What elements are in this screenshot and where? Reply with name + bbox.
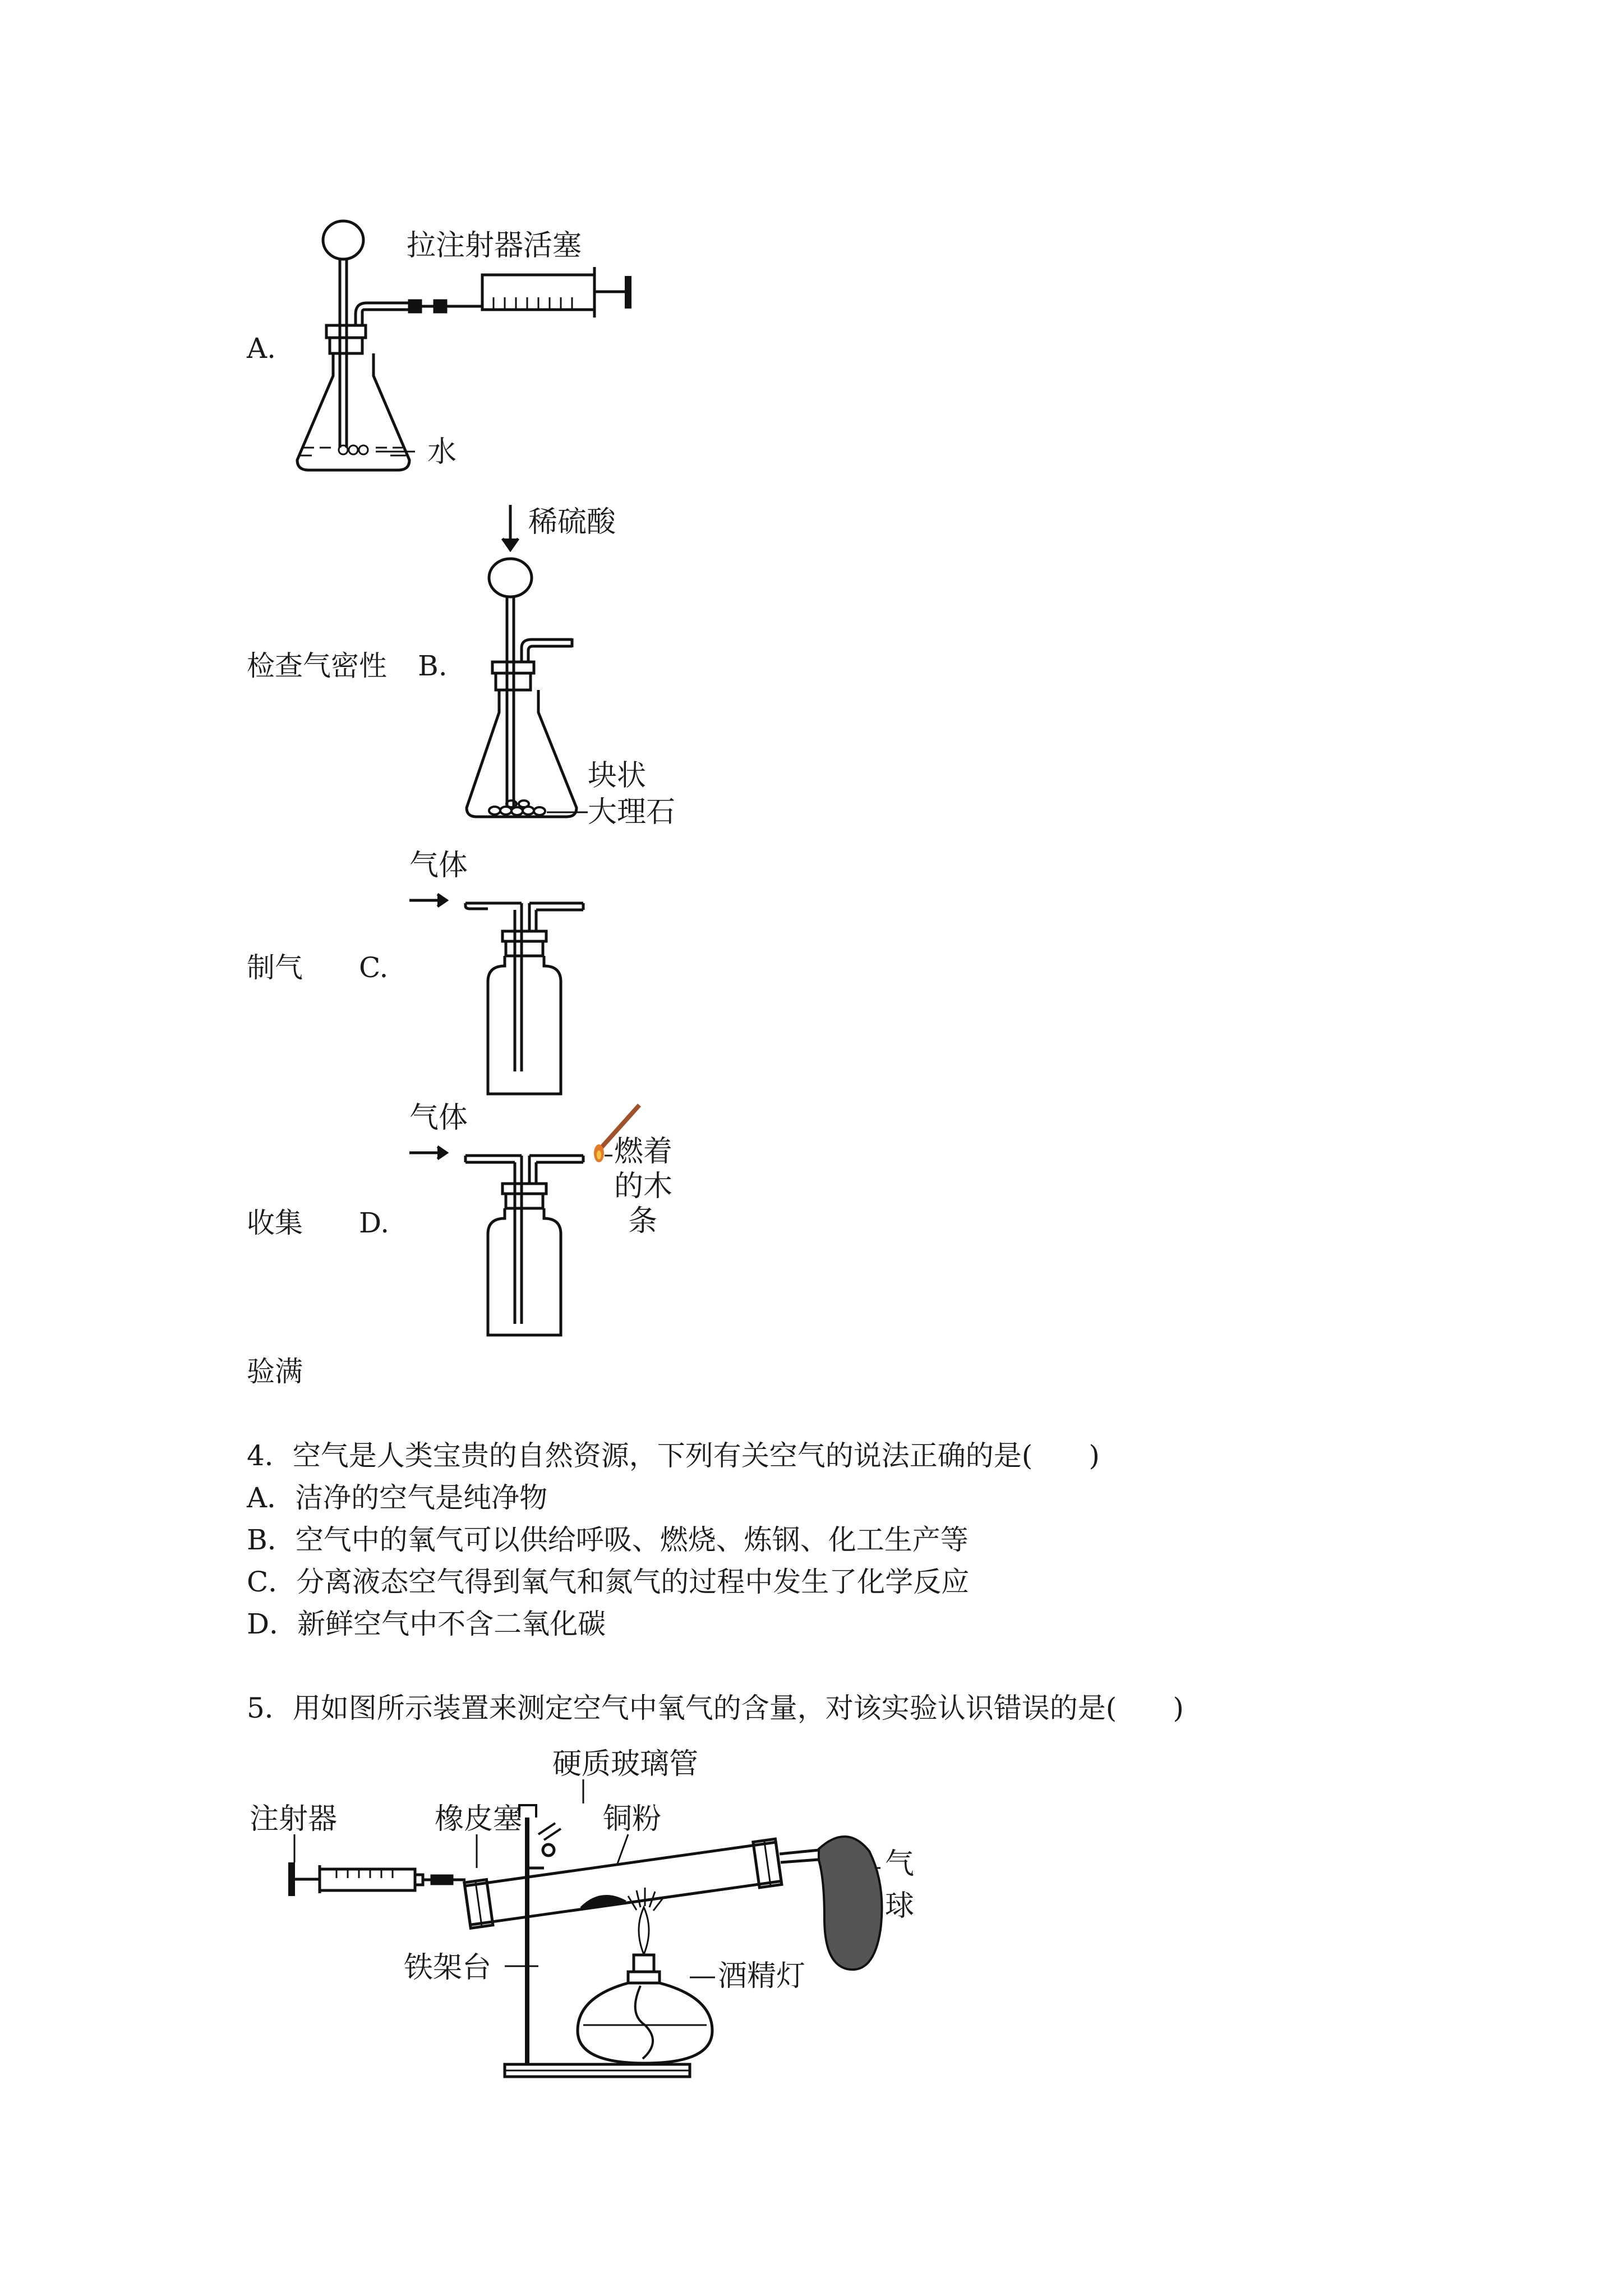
glass-tube-label: 硬质玻璃管: [552, 1747, 699, 1781]
acid-label: 稀硫酸: [528, 505, 616, 539]
option-a-caption: 检查气密性: [247, 650, 387, 682]
q4-option-d: D．新鲜空气中不含二氧化碳: [247, 1608, 606, 1640]
option-b-letter: B.: [418, 650, 448, 682]
q4-option-a: A．洁净的空气是纯净物: [247, 1481, 548, 1514]
option-d-caption: 验满: [247, 1355, 303, 1388]
q4-option-c: C．分离液态空气得到氧气和氮气的过程中发生了化学反应: [247, 1566, 970, 1598]
gas-label-c: 气体: [409, 849, 468, 882]
option-c-caption: 收集: [247, 1207, 303, 1239]
lamp-label: 酒精灯: [718, 1959, 806, 1993]
solid-label-1: 块状: [588, 759, 647, 793]
stick-label-1: 燃着: [614, 1135, 673, 1168]
option-a-letter: A.: [247, 332, 276, 365]
figure-c-gas-collection: [393, 847, 628, 1094]
q4-stem: 4．空气是人类宝贵的自然资源，下列有关空气的说法正确的是( ): [247, 1439, 1100, 1472]
solid-label-2: 大理石: [588, 795, 676, 829]
stick-label-3: 条: [628, 1204, 658, 1238]
figure-a-airtightness: [280, 213, 718, 482]
syringe-label: 注射器: [250, 1802, 338, 1836]
water-label: 水: [427, 435, 457, 469]
gas-label-d: 气体: [409, 1101, 468, 1135]
option-d-letter: D.: [359, 1207, 390, 1239]
balloon-label-1: 气: [885, 1847, 915, 1881]
copper-label: 铜粉: [603, 1802, 662, 1836]
plunger-label: 拉注射器活塞: [407, 229, 582, 263]
option-c-letter: C.: [359, 951, 389, 984]
figure-q5-apparatus: [241, 1739, 948, 2076]
q4-option-b: B．空气中的氧气可以供给呼吸、燃烧、炼钢、化工生产等: [247, 1524, 969, 1556]
stopper-label: 橡皮塞: [435, 1802, 523, 1836]
q5-stem: 5．用如图所示装置来测定空气中氧气的含量，对该实验认识错误的是( ): [247, 1692, 1184, 1724]
figure-b-gas-generation: [454, 494, 723, 830]
stick-label-2: 的木: [614, 1170, 673, 1203]
stand-label: 铁架台: [404, 1951, 492, 1985]
option-b-caption: 制气: [247, 951, 303, 984]
balloon-label-2: 球: [885, 1889, 915, 1923]
figure-d-full-test: [393, 1099, 729, 1358]
